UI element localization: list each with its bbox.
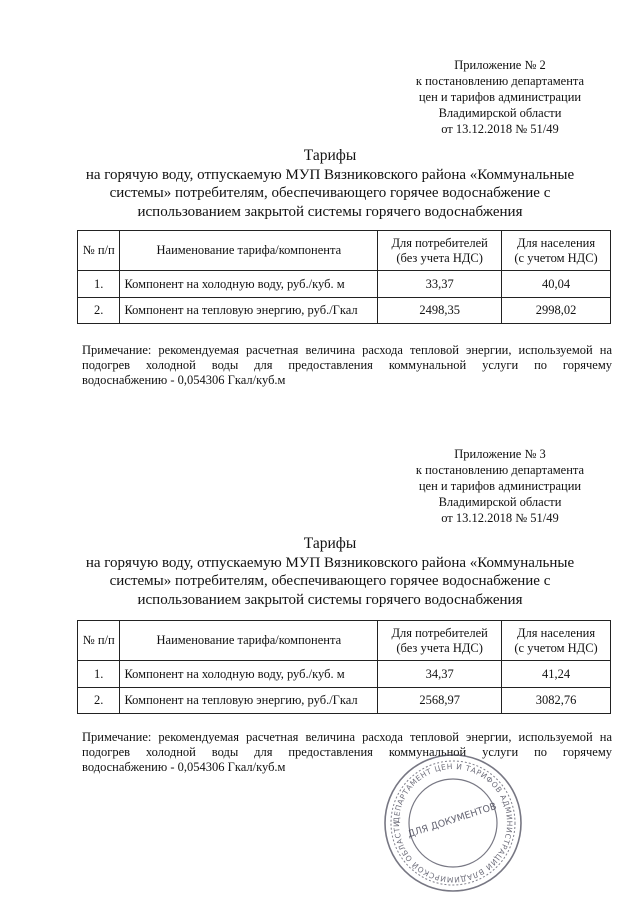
- appendix-line: Приложение № 3: [454, 447, 546, 461]
- header-population-line2: (с учетом НДС): [514, 250, 598, 265]
- header-consumers-line2: (без учета НДС): [396, 640, 483, 655]
- title-heading: Тарифы: [303, 147, 357, 164]
- note-line: подогрев холодной воды для предоставления коммунальной услуги по горячему: [82, 745, 612, 759]
- table-row: [78, 298, 611, 324]
- cell-num: 2.: [78, 688, 120, 714]
- note-line: водоснабжению - 0,054306 Гкал/куб.м: [82, 373, 286, 387]
- appendix-header-1: [400, 57, 600, 137]
- header-consumers-line1: Для потребителей: [391, 625, 488, 640]
- table-header-row: [78, 621, 611, 661]
- title-line: на горячую воду, отпускаемую МУП Вязниковского района «Коммунальные: [85, 166, 575, 183]
- cell-population: 40,04: [502, 271, 611, 298]
- header-population: [502, 621, 611, 661]
- header-consumers: [378, 621, 502, 661]
- appendix-line: от 13.12.2018 № 51/49: [441, 511, 559, 525]
- appendix-line: цен и тарифов администрации: [418, 479, 582, 493]
- note-line: Примечание: рекомендуемая расчетная величина расхода тепловой энергии, используемой на: [82, 730, 612, 744]
- header-consumers-line2: (без учета НДС): [396, 250, 483, 265]
- appendix-line: от 13.12.2018 № 51/49: [441, 122, 559, 136]
- tariff-table-2: [77, 620, 611, 714]
- tariff-note-2: [82, 730, 612, 775]
- stamp-center-text: ДЛЯ ДОКУМЕНТОВ: [406, 801, 499, 841]
- header-population-line2: (с учетом НДС): [514, 640, 598, 655]
- table-row: [78, 661, 611, 688]
- cell-consumers: 2568,97: [378, 688, 502, 714]
- table-row: [78, 271, 611, 298]
- header-name: Наименование тарифа/компонента: [120, 231, 378, 271]
- cell-name: Компонент на тепловую энергию, руб./Гкал: [120, 298, 378, 324]
- note-line: Примечание: рекомендуемая расчетная величина расхода тепловой энергии, используемой на: [82, 343, 612, 357]
- appendix-line: к постановлению департамента: [415, 463, 585, 477]
- appendix-line: к постановлению департамента: [415, 74, 585, 88]
- appendix-line: Владимирской области: [438, 495, 562, 509]
- title-heading: Тарифы: [303, 535, 357, 552]
- official-stamp: [382, 752, 524, 894]
- cell-population: 2998,02: [502, 298, 611, 324]
- appendix-line: Приложение № 2: [454, 58, 546, 72]
- cell-name: Компонент на холодную воду, руб./куб. м: [120, 661, 378, 688]
- header-consumers-line1: Для потребителей: [391, 235, 488, 250]
- header-consumers: [378, 231, 502, 271]
- cell-num: 1.: [78, 661, 120, 688]
- cell-consumers: 33,37: [378, 271, 502, 298]
- cell-name: Компонент на тепловую энергию, руб./Гкал: [120, 688, 378, 714]
- cell-population: 3082,76: [502, 688, 611, 714]
- table-header-row: [78, 231, 611, 271]
- cell-consumers: 34,37: [378, 661, 502, 688]
- title-line: системы» потребителям, обеспечивающего горячее водоснабжение с: [109, 573, 551, 589]
- note-line: подогрев холодной воды для предоставления коммунальной услуги по горячему: [82, 358, 612, 372]
- tariff-table-1: [77, 230, 611, 324]
- title-line: на горячую воду, отпускаемую МУП Вязниковского района «Коммунальные: [85, 554, 575, 571]
- cell-num: 2.: [78, 298, 120, 324]
- cell-consumers: 2498,35: [378, 298, 502, 324]
- header-name: Наименование тарифа/компонента: [120, 621, 378, 661]
- header-population: [502, 231, 611, 271]
- appendix-line: Владимирской области: [438, 106, 562, 120]
- header-num: № п/п: [78, 231, 120, 271]
- cell-population: 41,24: [502, 661, 611, 688]
- tariff-note-1: [82, 343, 612, 388]
- note-line: водоснабжению - 0,054306 Гкал/куб.м: [82, 760, 286, 774]
- header-num: № п/п: [78, 621, 120, 661]
- appendix-line: цен и тарифов администрации: [418, 90, 582, 104]
- appendix-header-2: [400, 446, 600, 526]
- cell-num: 1.: [78, 271, 120, 298]
- tariff-title-1: [60, 147, 600, 221]
- tariff-title-2: [60, 535, 600, 609]
- title-line: использованием закрытой системы горячего водоснабжения: [137, 591, 523, 608]
- stamp-ring-text: ДЕПАРТАМЕНТ ЦЕН И ТАРИФОВ АДМИНИСТРАЦИИ ВЛАДИМИРСКОЙ ОБЛАСТИ: [391, 761, 515, 885]
- header-population-line1: Для населения: [517, 625, 596, 640]
- title-line: использованием закрытой системы горячего водоснабжения: [137, 203, 523, 220]
- title-line: системы» потребителям, обеспечивающего горячее водоснабжение с: [109, 185, 551, 201]
- table-row: [78, 688, 611, 714]
- header-population-line1: Для населения: [517, 235, 596, 250]
- cell-name: Компонент на холодную воду, руб./куб. м: [120, 271, 378, 298]
